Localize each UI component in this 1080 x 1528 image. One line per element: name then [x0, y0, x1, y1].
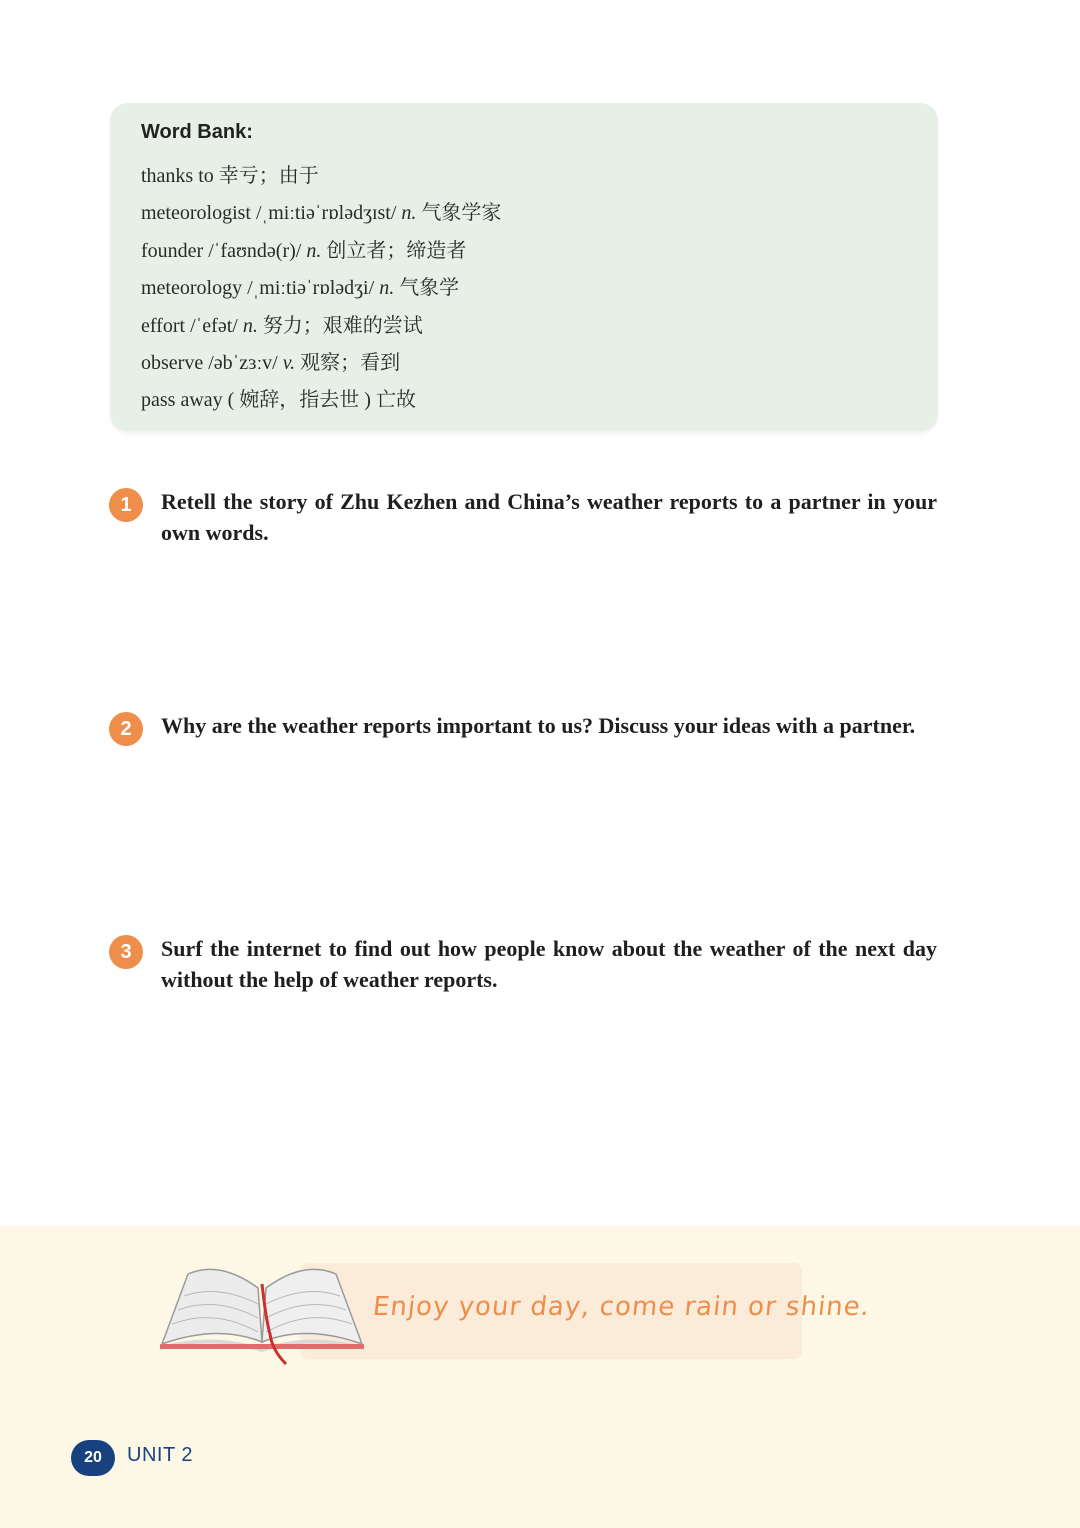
- entry-meaning: 观察；看到: [300, 351, 401, 374]
- entry-word: observe: [141, 351, 204, 374]
- entry-phonetic: /ˌmiːtiəˈrɒlədʒɪst/: [255, 202, 397, 225]
- task-text: Why are the weather reports important to us? Discuss your ideas with a partner.: [161, 713, 916, 738]
- entry-pos: v.: [282, 351, 296, 374]
- task-number-badge: 1: [109, 488, 143, 522]
- word-bank-entry: [141, 161, 501, 198]
- word-bank-entry: [141, 273, 501, 310]
- entry-meaning: 幸亏；由于: [218, 165, 319, 187]
- entry-word: pass away: [141, 389, 223, 412]
- entry-pos: n.: [401, 202, 417, 225]
- entry-meaning: ( 婉辞，指去世 ) 亡故: [227, 389, 416, 412]
- entry-meaning: 气象学: [399, 277, 460, 300]
- entry-phonetic: /ˈefət/: [190, 314, 238, 337]
- entry-phonetic: /əbˈzɜːv/: [208, 351, 278, 374]
- task-text: Surf the internet to find out how people know about the weather of the next day without the help of weather reports.: [161, 936, 937, 992]
- entry-meaning: 气象学家: [421, 202, 502, 225]
- unit-label: UNIT 2: [127, 1444, 193, 1466]
- task-number-badge: 2: [109, 712, 143, 746]
- entry-meaning: 努力；艰难的尝试: [262, 314, 423, 337]
- word-bank-list: [141, 161, 501, 423]
- entry-word: effort: [141, 314, 186, 337]
- entry-pos: n.: [379, 277, 395, 300]
- entry-phonetic: /ˈfaʊndə(r)/: [208, 239, 302, 262]
- word-bank-entry: [141, 385, 501, 422]
- entry-pos: n.: [242, 314, 258, 337]
- word-bank-entry: [141, 198, 501, 235]
- entry-word: founder: [141, 239, 204, 262]
- entry-phonetic: /ˌmiːtiəˈrɒlədʒi/: [247, 277, 375, 300]
- entry-word: thanks to: [141, 165, 214, 187]
- entry-pos: n.: [306, 239, 322, 262]
- task-text: Retell the story of Zhu Kezhen and China’s weather reports to a partner in your own words.: [161, 489, 937, 545]
- quote-text: Enjoy your day, come rain or shine.: [371, 1292, 872, 1322]
- word-bank: [110, 103, 938, 431]
- entry-word: meteorology: [141, 277, 243, 300]
- word-bank-entry: [141, 236, 501, 273]
- word-bank-entry: [141, 348, 501, 385]
- entry-word: meteorologist: [141, 202, 251, 225]
- task-number-badge: 3: [109, 935, 143, 969]
- word-bank-entry: [141, 311, 501, 348]
- word-bank-title: Word Bank:: [141, 121, 253, 143]
- open-book-icon: [158, 1262, 366, 1366]
- page-number-badge: 20: [71, 1440, 115, 1476]
- entry-meaning: 创立者；缔造者: [326, 239, 467, 262]
